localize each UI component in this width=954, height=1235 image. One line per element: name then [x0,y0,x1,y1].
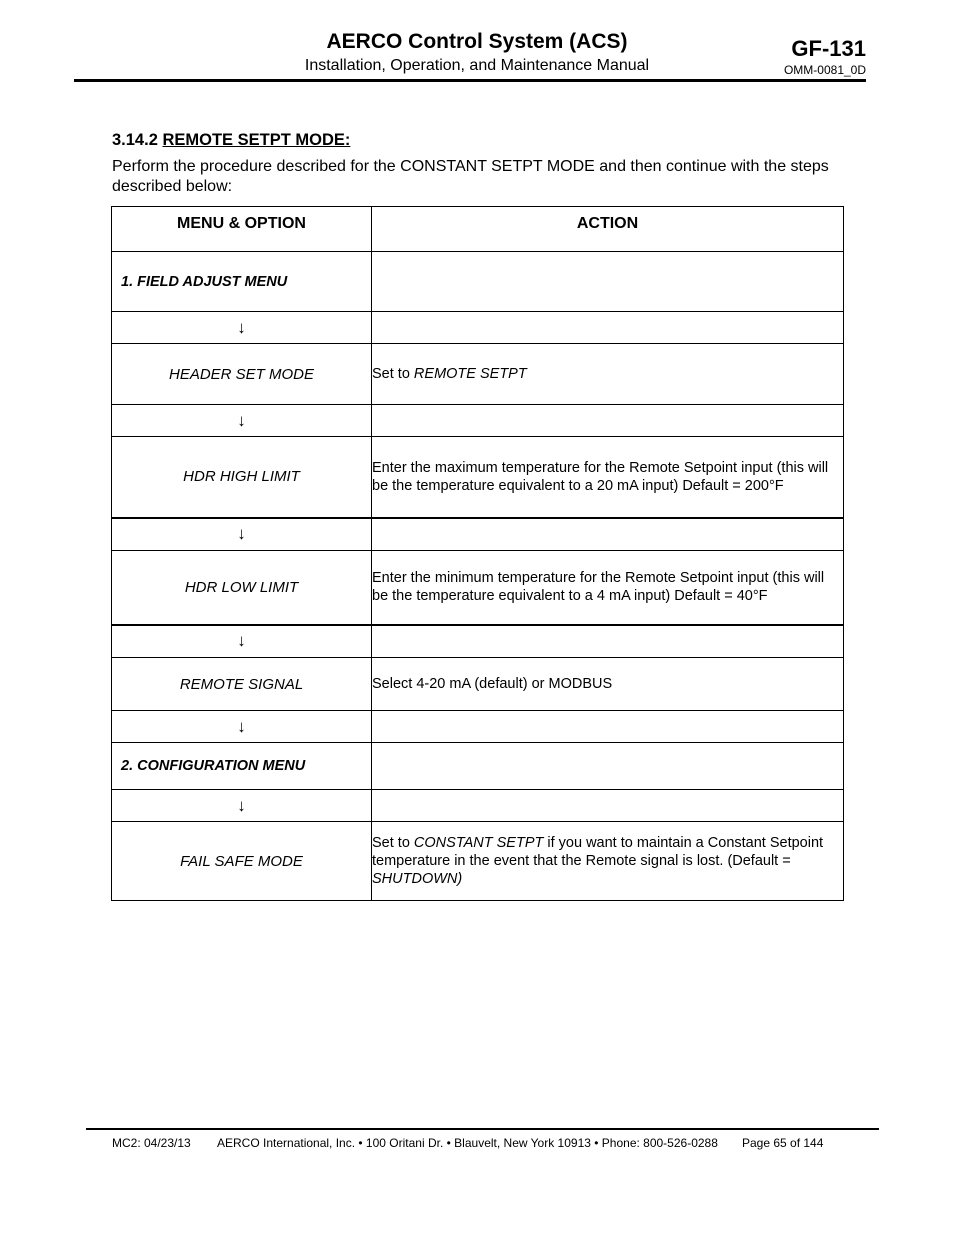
table-row [112,437,844,518]
section-title: REMOTE SETPT MODE: [162,131,351,149]
table-row [112,551,844,625]
action-header-set-mode: Set to REMOTE SETPT [372,344,844,405]
empty-cell [372,405,844,437]
action-hdr-high-limit: Enter the maximum temperature for the Remote Setpoint input (this will be the temperature equivalent to a 20 mA input) Default = 200°F [372,437,844,518]
option-header-set-mode: HEADER SET MODE [112,344,372,405]
column-header-menu-option: MENU & OPTION [112,207,372,252]
down-arrow-icon: ↓ [112,518,372,551]
down-arrow-icon: ↓ [112,711,372,743]
option-remote-signal: REMOTE SIGNAL [112,658,372,711]
empty-cell [372,711,844,743]
table-row [112,312,844,344]
document-subtitle: Installation, Operation, and Maintenance Manual [304,57,650,74]
empty-cell [372,312,844,344]
table-row [112,743,844,790]
table-row [112,518,844,551]
footer-page-number: Page 65 of 144 [742,1136,824,1150]
action-remote-signal: Select 4-20 mA (default) or MODBUS [372,658,844,711]
table-row [112,711,844,743]
document-number: OMM-0081_0D [783,63,866,77]
document-title: AERCO Control System (ACS) [326,30,628,53]
empty-cell [372,743,844,790]
option-fail-safe-mode: FAIL SAFE MODE [112,822,372,901]
option-hdr-low-limit: HDR LOW LIMIT [112,551,372,625]
menu-configuration: 2. CONFIGURATION MENU [112,743,372,790]
action-hdr-low-limit: Enter the minimum temperature for the Remote Setpoint input (this will be the temperature equivalent to a 4 mA input) Default = 40°F [372,551,844,625]
table-row [112,790,844,822]
empty-cell [372,252,844,312]
down-arrow-icon: ↓ [112,790,372,822]
column-header-action: ACTION [372,207,844,252]
empty-cell [372,518,844,551]
menu-field-adjust: 1. FIELD ADJUST MENU [112,252,372,312]
footer-company: AERCO International, Inc. • 100 Oritani Dr. • Blauvelt, New York 10913 • Phone: 800-526-0288 [217,1136,718,1150]
action-fail-safe-mode: Set to CONSTANT SETPT if you want to maintain a Constant Setpoint temperature in the event that the Remote signal is lost. (Default = SHUTDOWN) [372,822,844,901]
section-intro: Perform the procedure described for the CONSTANT SETPT MODE and then continue with the steps described below: [112,158,829,195]
empty-cell [372,790,844,822]
empty-cell [372,625,844,658]
document-code: GF-131 [791,36,866,61]
table-row [112,658,844,711]
header-divider [74,79,866,82]
table-row [112,344,844,405]
table-row [112,822,844,901]
table-row [112,405,844,437]
option-hdr-high-limit: HDR HIGH LIMIT [112,437,372,518]
section-number: 3.14.2 [112,131,158,149]
table-row [112,252,844,312]
table-row [112,625,844,658]
footer-divider [86,1128,879,1130]
section-heading [112,131,350,150]
down-arrow-icon: ↓ [112,312,372,344]
procedure-table [111,206,844,901]
table-header-row [112,207,844,252]
down-arrow-icon: ↓ [112,405,372,437]
down-arrow-icon: ↓ [112,625,372,658]
footer-revision: MC2: 04/23/13 [112,1136,191,1150]
